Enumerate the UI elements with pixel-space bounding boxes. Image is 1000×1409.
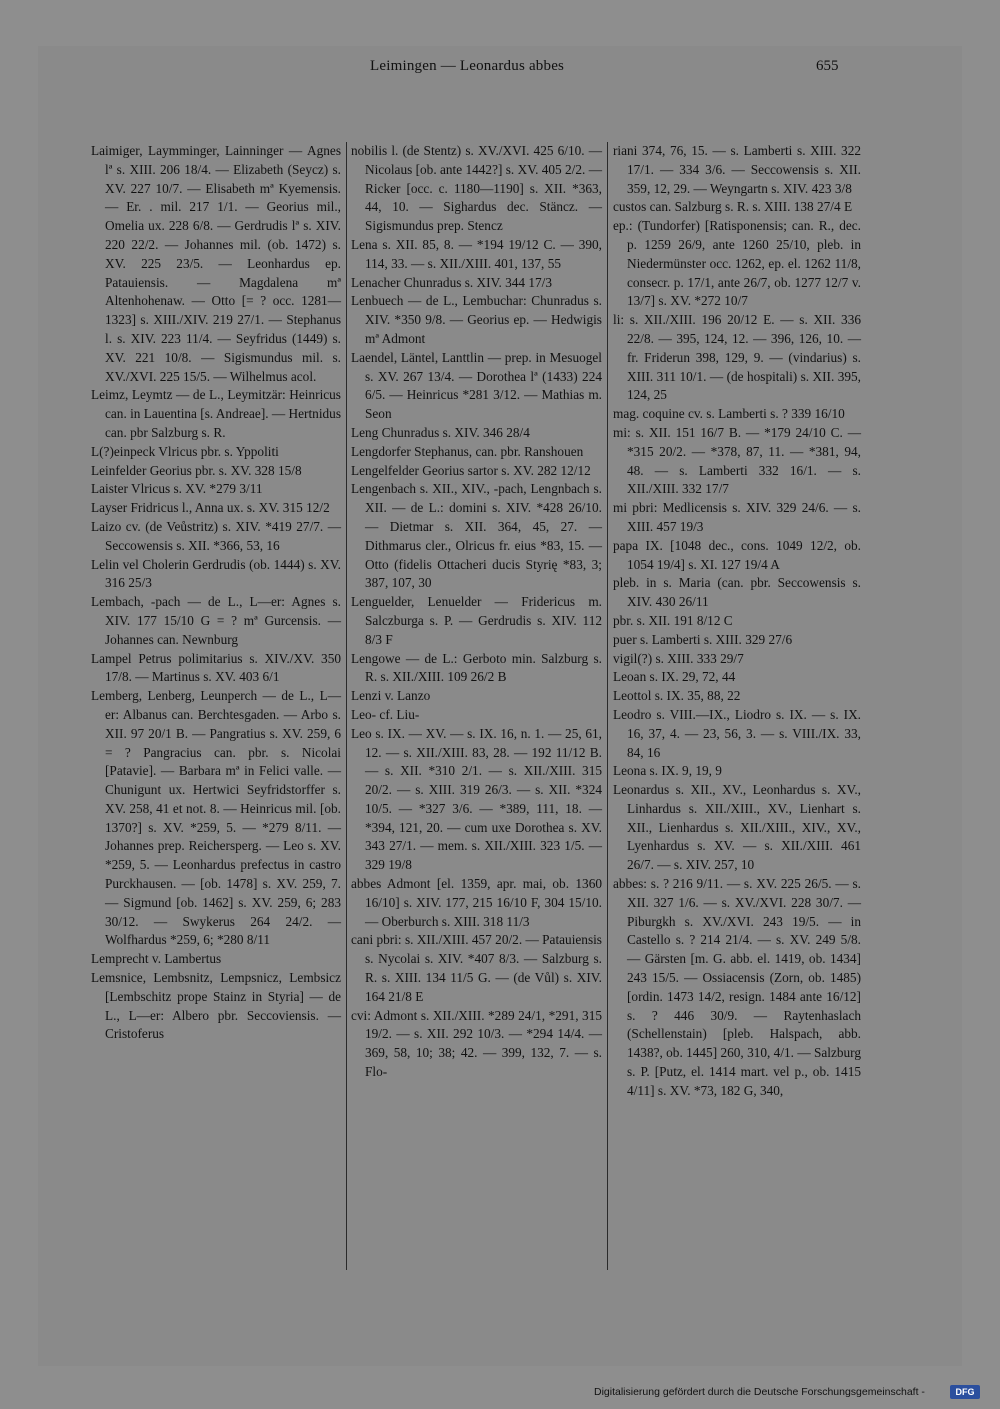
index-entry: mi pbri: Medlicensis s. XIV. 329 24/6. — s. XIII. 457 19/3: [613, 500, 861, 534]
index-column-2: [351, 142, 602, 1082]
index-entry: Lena s. XII. 85, 8. — *194 19/12 C. — 390, 114, 33. — s. XII./XIII. 401, 137, 55: [351, 236, 602, 271]
index-entry: abbes Admont [el. 1359, apr. mai, ob. 1360 16/10] s. XIV. 177, 215 16/10 F, 304 15/10. — Oberburch s. XIII. 318 11/3: [351, 876, 602, 929]
index-entry: Lengdorfer Stephanus, can. pbr. Ranshouen: [351, 443, 584, 459]
index-entry: Lemsnice, Lembsnitz, Lempsnicz, Lembsicz [Lembschitz prope Stainz in Styria] — de L., L—er: Albero pbr. Seccoviensis. — Cristoferus: [91, 970, 341, 1042]
index-entry: custos can. Salzburg s. R. s. XIII. 138 27/4 E: [613, 199, 853, 215]
index-entry: Laister Vlricus s. XV. *279 3/11: [91, 481, 263, 497]
index-entry: Leng Chunradus s. XIV. 346 28/4: [351, 424, 530, 440]
index-entry: cani pbri: s. XII./XIII. 457 20/2. — Patauiensis s. Nycolai s. XIV. *407 8/3. — Salzburg s. R. s. XIII. 134 11/5 G. — (de Vůl) s. XIV. 164 21/8 E: [351, 932, 602, 1004]
index-entry: cvi: Admont s. XII./XIII. *289 24/1, *291, 315 19/2. — s. XII. 292 10/3. — *294 14/4. — 369, 58, 10; 38; 42. — 399, 132, 7. — s. Flo-: [351, 1007, 602, 1080]
dfg-logo: DFG: [950, 1385, 980, 1399]
running-title: Leimingen — Leonardus abbes: [370, 58, 565, 74]
index-entry: Lenacher Chunradus s. XIV. 344 17/3: [351, 274, 553, 290]
index-entry: Laendel, Läntel, Lanttlin — prep. in Mesuogel s. XV. 267 13/4. — Dorothea lª (1433) 224 6/5. — Heinricus *281 3/12. — Mathias m. Seon: [351, 349, 602, 422]
index-entry: riani 374, 76, 15. — s. Lamberti s. XIII. 322 17/1. — 334 3/6. — Seccowensis s. XII. 359, 12, 29. — Weyngartn s. XIV. 423 3/8: [613, 143, 861, 196]
index-entry: Lenbuech — de L., Lembuchar: Chunradus s. XIV. *350 9/8. — Georius ep. — Hedwigis mª Admont: [351, 293, 602, 346]
index-entry: Leo s. IX. — XV. — s. IX. 16, n. 1. — 25, 61, 12. — s. XII./XIII. 83, 28. — 192 11/12 B. — s. XII. *310 2/1. — s. XII./XIII. 315 20/2. — s. XIII. 319 26/3. — s. XII. *324 10/5. — *327 3/6. — *389, 111, 18. — *394, 121, 20. — cum uxe Dorothea s. XV. 343 27/1. — mem. s. XII./XIII. 323 1/5. — 329 19/8: [351, 725, 602, 873]
footer-credit: Digitalisierung gefördert durch die Deutsche Forschungsgemeinschaft -: [594, 1386, 925, 1398]
index-entry: Layser Fridricus l., Anna ux. s. XV. 315 12/2: [91, 500, 330, 516]
index-entry: Lembach, -pach — de L., L—er: Agnes s. XIV. 177 15/10 G = ? mª Gurcensis. — Johannes can. Newnburg: [91, 594, 341, 647]
column-divider: [607, 142, 608, 1270]
index-entry: Leottol s. IX. 35, 88, 22: [613, 688, 741, 704]
index-entry: Lampel Petrus polimitarius s. XIV./XV. 350 17/8. — Martinus s. XV. 403 6/1: [91, 650, 341, 685]
index-entry: mag. coquine cv. s. Lamberti s. ? 339 16/10: [613, 406, 845, 422]
index-entry: mi: s. XII. 151 16/7 B. — *179 24/10 C. — *315 20/2. — *378, 87, 11. — *381, 94, 48. — s. Lamberti 332 16/1. — s. XII./XIII. 332 17/7: [613, 424, 861, 497]
index-entry: pbr. s. XII. 191 8/12 C: [613, 612, 733, 628]
index-entry: nobilis l. (de Stentz) s. XV./XVI. 425 6/10. — Nicolaus [ob. ante 1442?] s. XV. 405 2/2. — Ricker [occ. c. 1180—1190] s. XII. *363, 44, 10. — Sighardus dec. Stäncz. — Sigismundus prep. Stencz: [351, 143, 602, 234]
index-entry: Lelin vel Cholerin Gerdrudis (ob. 1444) s. XV. 316 25/3: [91, 556, 341, 591]
index-entry: Leoan s. IX. 29, 72, 44: [613, 669, 736, 685]
page-number: 655: [816, 58, 839, 74]
index-entry: Lenguelder, Lenuelder — Fridericus m. Salczburga s. P. — Gerdrudis s. XIV. 112 8/3 F: [351, 594, 602, 647]
index-entry: Leimz, Leymtz — de L., Leymitzär: Heinricus can. in Lauentina [s. Andreae]. — Hertnidus can. pbr Salzburg s. R.: [91, 387, 341, 440]
index-entry: vigil(?) s. XIII. 333 29/7: [613, 650, 744, 666]
index-entry: L(?)einpeck Vlricus pbr. s. Yppoliti: [91, 443, 279, 459]
index-entry: papa IX. [1048 dec., cons. 1049 12/2, ob. 1054 19/4] s. XI. 127 19/4 A: [613, 537, 861, 572]
index-entry: Leinfelder Georius pbr. s. XV. 328 15/8: [91, 462, 302, 478]
index-entry: ep.: (Tundorfer) [Ratisponensis; can. R., dec. p. 1259 26/9, ante 1260 25/10, pleb. in Niedermünster occ. 1262, ep. el. 1262 11/8, consecr. p. 17/1, ante 26/7, ob. 1277 12/7 v. 13/7] s. XV. *272 10/7: [613, 218, 861, 309]
index-column-3: [613, 142, 861, 1101]
column-divider: [346, 142, 347, 1270]
index-column-1: [91, 142, 341, 1044]
index-entry: Lenzi v. Lanzo: [351, 688, 431, 704]
index-entry: Laizo cv. (de Veůstritz) s. XIV. *419 27/7. — Seccowensis s. XII. *366, 53, 16: [91, 518, 341, 553]
index-entry: Lemprecht v. Lambertus: [91, 951, 222, 967]
index-entry: Laimiger, Laymminger, Lainninger — Agnes lª s. XIII. 206 18/4. — Elizabeth (Seycz) s. XV. 227 10/7. — Elisabeth mª Kyemensis. — Er. . mil. 217 1/1. — Georius mil., Omelia ux. 228 6/8. — Gerdrudis lª s. XIV. 220 22/2. — Johannes mil. (ob. 1472) s. XV. 225 23/5. — Leonhardus ep. Patauiensis. — Magdalena mª Altenhohenaw. — Otto [= ? occ. 1281—1323] s. XIII./XIV. 219 27/1. — Stephanus l. s. XIV. 223 11/4. — Seyfridus (1449) s. XV. 221 10/8. — Sigismundus mil. s. XV./XVI. 225 15/5. — Wilhelmus acol.: [91, 143, 341, 384]
index-entry: puer s. Lamberti s. XIII. 329 27/6: [613, 631, 793, 647]
index-entry: Lengowe — de L.: Gerboto min. Salzburg s. R. s. XII./XIII. 109 26/2 B: [351, 650, 602, 685]
index-entry: Leo- cf. Liu-: [351, 706, 420, 722]
index-entry: Lengenbach s. XII., XIV., -pach, Lengnbach s. XII. — de L.: domini s. XIV. *428 26/10. — Dietmar s. XII. 364, 45, 27. — Dithmarus cler., Olricus fr. eius *83, 15. — Otto (fidelis Ottacheri ducis Styrię *83, 3; 387, 107, 30: [351, 481, 602, 591]
index-entry: Leodro s. VIII.—IX., Liodro s. IX. — s. IX. 16, 37, 4. — 23, 56, 3. — s. VIII./IX. 33, 84, 16: [613, 706, 861, 760]
index-entry: li: s. XII./XIII. 196 20/12 E. — s. XII. 336 22/8. — 395, 124, 12. — 396, 126, 10. — fr. Friderun 398, 129, 9. — (vindarius) s. XIII. 311 10/1. — (de hospitali) s. XII. 395, 124, 25: [613, 312, 861, 403]
index-entry: abbes: s. ? 216 9/11. — s. XV. 225 26/5. — s. XII. 327 1/6. — s. XV./XVI. 228 30/7. — Piburgkh s. XV./XVI. 243 19/5. — in Castello s. ? 214 21/4. — s. XV. 249 5/8. — Gärsten [m. G. abb. el. 1419, ob. 1434] 243 15/5. — Ossiacensis (Zorn, ob. 1485) [ordin. 1473 14/2, resign. 1484 ante 16/12] s. ? 446 30/9. — Raytenhaslach (Schellenstain) [pleb. Halspach, abb. 1438?, ob. 1445] 260, 310, 4/1. — Salzburg s. P. [Putz, el. 1414 mart. vel p., ob. 1415 4/11] s. XV. *73, 182 G, 340,: [613, 876, 861, 1098]
index-entry: Leona s. IX. 9, 19, 9: [613, 763, 722, 779]
index-entry: Lengelfelder Georius sartor s. XV. 282 12/12: [351, 462, 591, 478]
index-entry: Leonardus s. XII., XV., Leonhardus s. XV., Linhardus s. XII./XIII., XV., Lienhart s. XII., Lienhardus s. XII./XIII., XIV., XV., Lyenhardus s. XV. — s. XII./XIII. 461 26/7. — s. XIV. 257, 10: [613, 782, 861, 873]
index-entry: pleb. in s. Maria (can. pbr. Seccowensis s. XIV. 430 26/11: [613, 575, 861, 610]
index-entry: Lemberg, Lenberg, Leunperch — de L., L—er: Albanus can. Berchtesgaden. — Arbo s. XII. 97 20/1 B. — Pangratius s. XV. 259, 6 = ? Pangracius can. pbr. s. Nicolai [Patavie]. — Barbara mª in Felici valle. — Chunigunt ux. Hertwici Seyfridstorffer s. XV. 258, 41 et not. 8. — Heinricus mil. [ob. 1370?] s. XV. *259, 5. — *279 8/11. — Johannes prep. Reichersperg. — Leo s. XV. *259, 5. — Leonhardus prefectus in castro Purckhausen. — [ob. 1478] s. XV. 259, 7. — Sigmund [ob. 1462] s. XV. 259, 6; 283 30/12. — Swykerus 264 24/2. — Wolfhardus *259, 6; *280 8/11: [91, 688, 341, 948]
